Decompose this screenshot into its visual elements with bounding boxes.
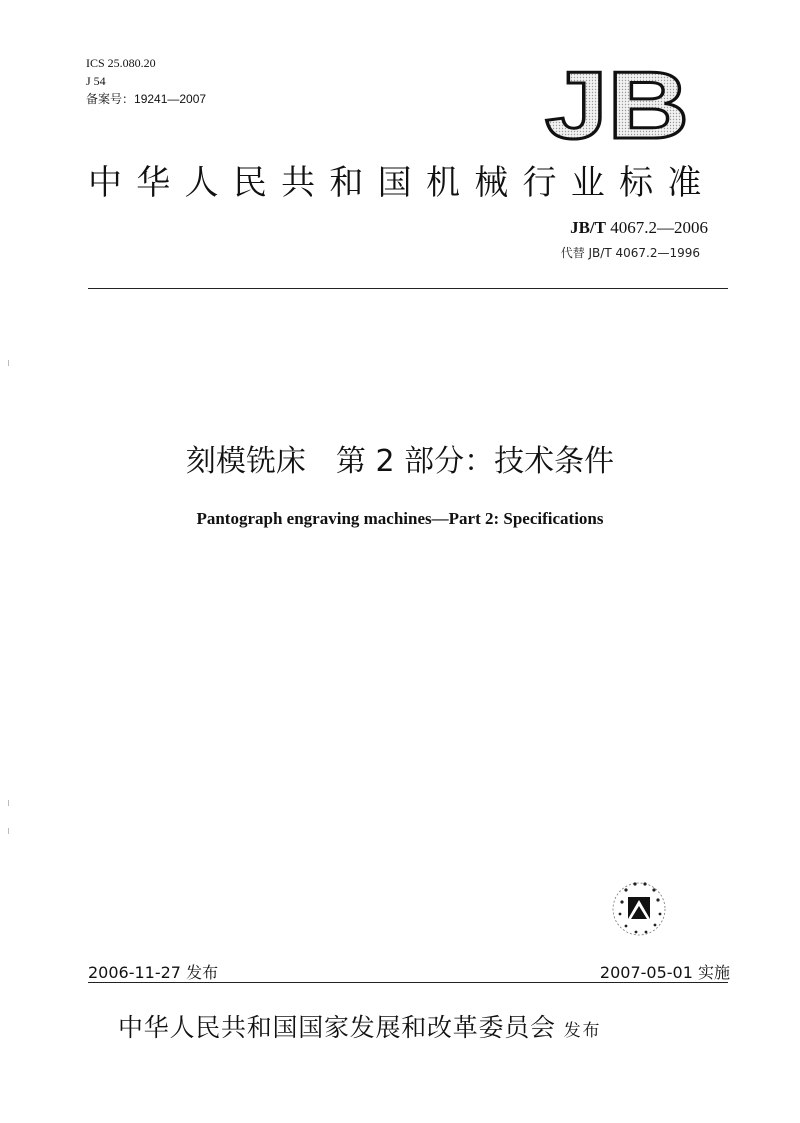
standard-code-prefix: JB/T	[570, 218, 606, 237]
scan-speck	[8, 800, 9, 806]
scan-speck	[8, 360, 9, 366]
standard-code	[570, 218, 708, 238]
ccs-code: J 54	[86, 74, 106, 88]
publisher-line	[118, 1008, 601, 1044]
filing-value: 19241—2007	[134, 92, 207, 106]
english-title: Pantograph engraving machines—Part 2: Specifications	[196, 509, 604, 528]
filing-number	[86, 90, 206, 108]
ics-code: ICS 25.080.20	[86, 56, 156, 70]
jb-logo-lettering: JB	[545, 58, 689, 144]
chinese-title: 刻模铣床 第 2 部分：技术条件	[185, 444, 615, 479]
implementation-date: 2007-05-01 实施	[599, 963, 730, 982]
publisher-seal-icon	[608, 878, 670, 938]
header-divider	[88, 288, 728, 289]
footer-divider	[88, 982, 728, 983]
filing-label: 备案号：	[86, 92, 135, 106]
classification-block	[86, 54, 206, 108]
replaces-standard: 代替 JB/T 4067.2—1996	[560, 246, 700, 260]
standard-category-title: 中华人民共和国机械行业标准	[88, 163, 716, 203]
issue-date: 2006-11-27 发布	[88, 963, 219, 982]
jb-logo	[543, 58, 691, 144]
scan-speck	[8, 828, 9, 834]
publisher-name: 中华人民共和国国家发展和改革委员会	[118, 1013, 556, 1042]
publisher-suffix: 发布	[563, 1021, 602, 1041]
standard-code-number: 4067.2—2006	[610, 218, 708, 237]
